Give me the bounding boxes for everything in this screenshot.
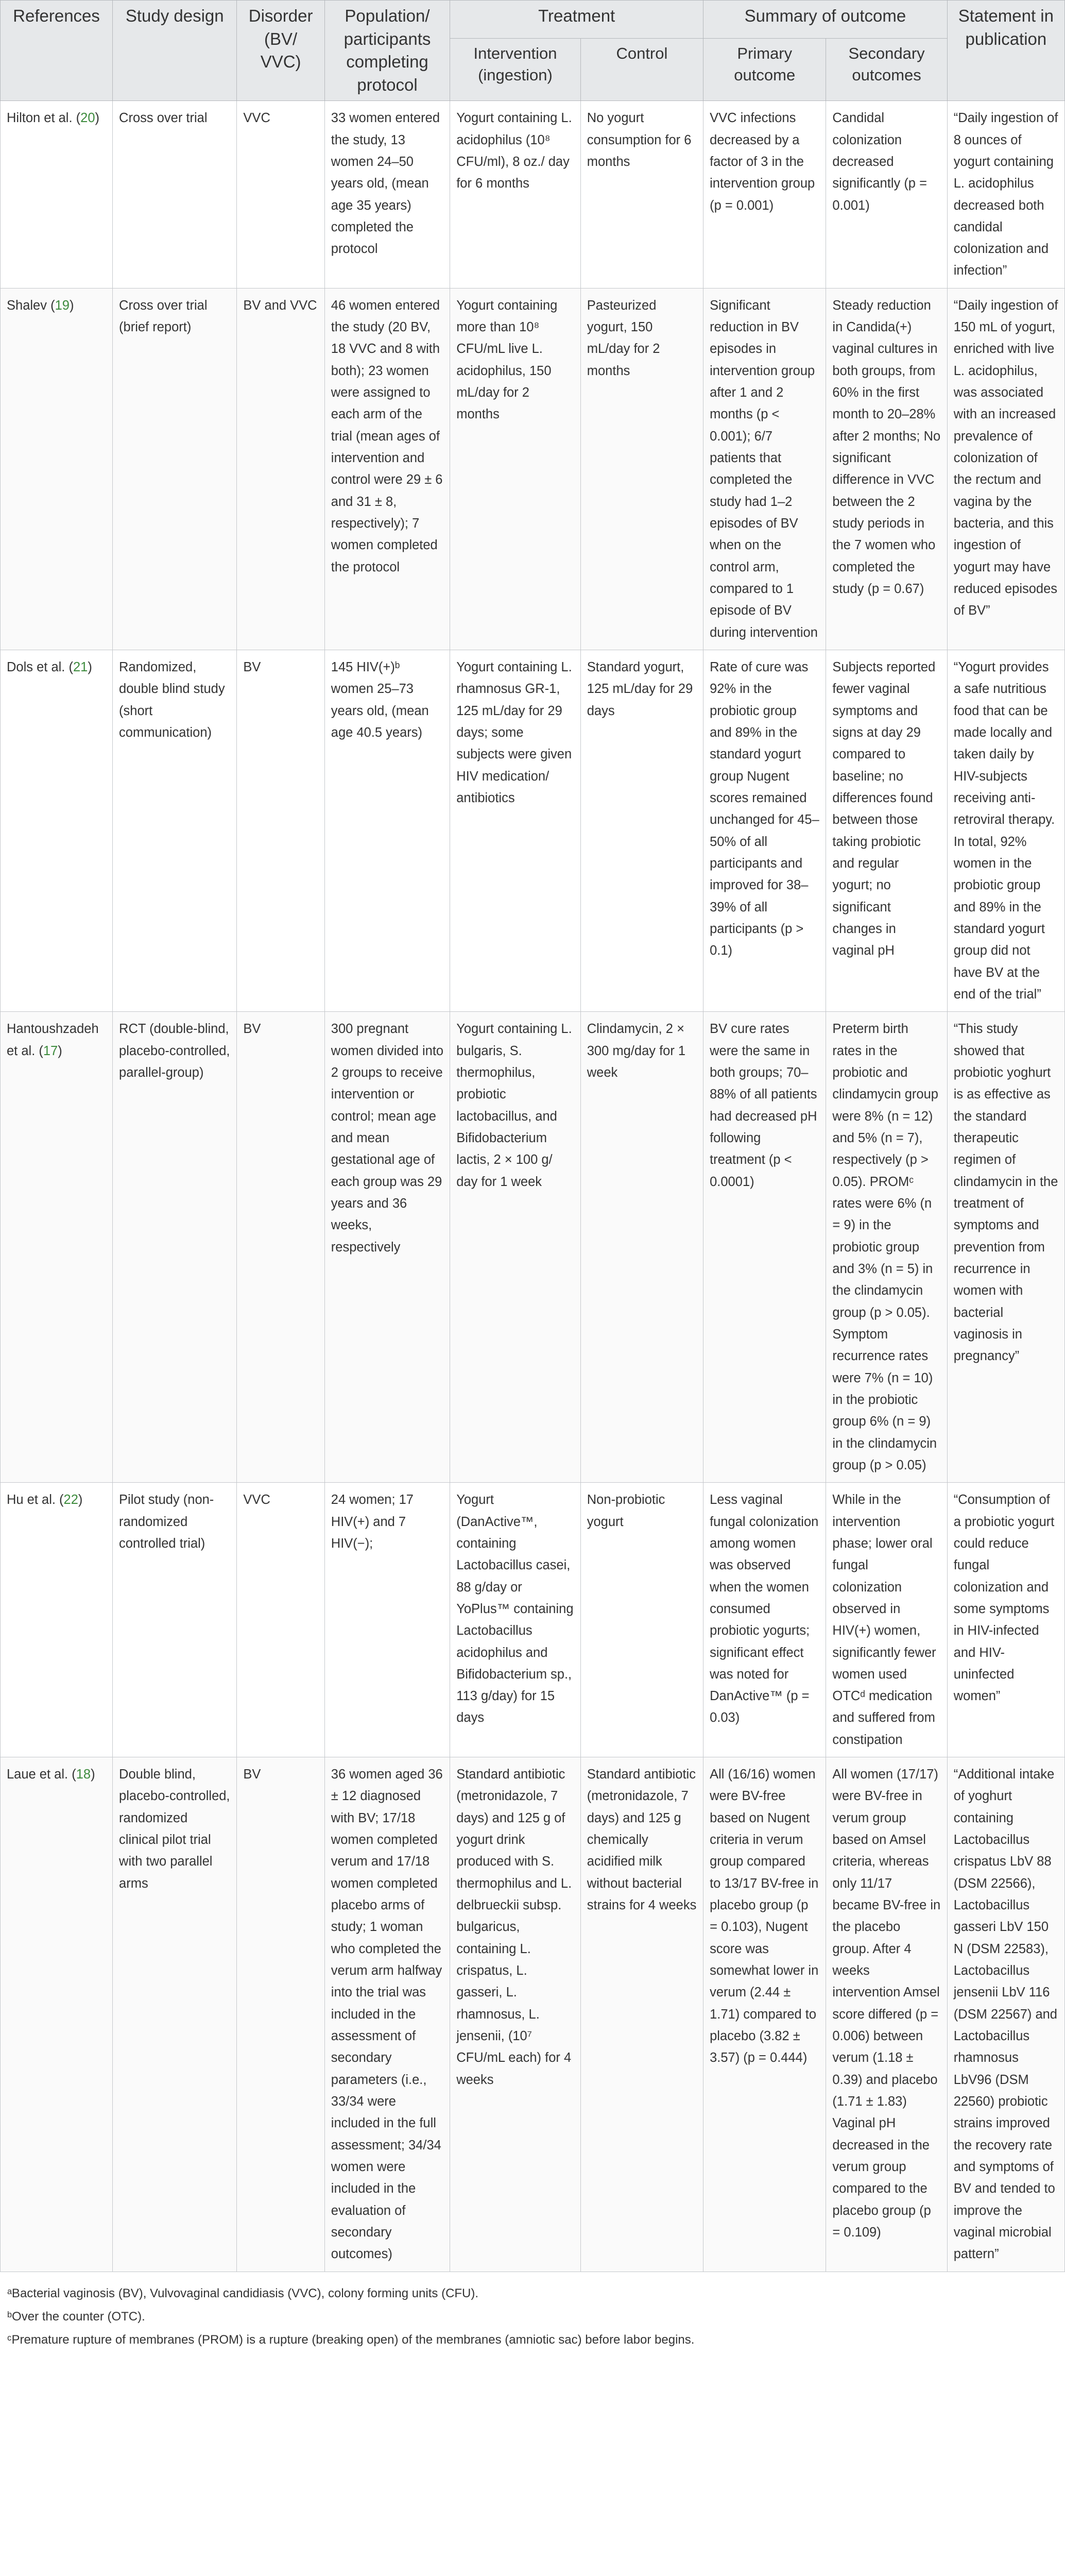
intervention-cell: Yogurt (DanActive™, containing Lactobacillus casei, 88 g/day or YoPlus™ containing Lactobacillus acidophilus and Bifidobacterium sp., 113 g/day) for 15 days (450, 1483, 581, 1757)
reference-link[interactable]: 21 (73, 660, 88, 675)
primary-outcome-cell: All (16/16) women were BV-free based on Nugent criteria in verum group compared to 13/17 BV-free in placebo group (p = 0.103), Nugent score was somewhat lower in verum (2.44 ± 1.71) compared to placebo (3.82 ± 3.57) (p = 0.444) (703, 1757, 826, 2272)
statement-cell: “Daily ingestion of 8 ounces of yogurt containing L. acidophilus decreased both candidal colonization and infection” (947, 101, 1064, 289)
reference-link[interactable]: 17 (43, 1043, 58, 1058)
control-cell: Pasteurized yogurt, 150 mL/day for 2 months (580, 288, 703, 650)
population-cell: 145 HIV(+)ᵇ women 25–73 years old, (mean age 40.5 years) (324, 650, 450, 1012)
disorder-cell: BV (237, 1012, 324, 1483)
study-design-cell: Randomized, double blind study (short communication) (113, 650, 237, 1012)
population-cell: 33 women entered the study, 13 women 24–50 years old, (mean age 35 years) completed the protocol (324, 101, 450, 289)
reference-name: Hilton et al. (7, 111, 73, 126)
control-cell: No yogurt consumption for 6 months (580, 101, 703, 289)
table-row (1, 288, 1065, 650)
statement-cell: “Consumption of a probiotic yogurt could reduce fungal colonization and some symptoms in HIV-infected and HIV-uninfected women” (947, 1483, 1064, 1757)
table-body (1, 101, 1065, 2272)
reference-cell: Hilton et al. (20) (1, 101, 113, 289)
disorder-cell: VVC (237, 101, 324, 289)
secondary-outcomes-cell: Steady reduction in Candida(+) vaginal cultures in both groups, from 60% in the first month to 20–28% after 2 months; No significant difference in VVC between the 2 study periods in the 7 women who completed the study (p = 0.67) (826, 288, 947, 650)
study-design-cell: Double blind, placebo-controlled, randomized clinical pilot trial with two parallel arms (113, 1757, 237, 2272)
control-cell: Non-probiotic yogurt (580, 1483, 703, 1757)
statement-cell: “Yogurt provides a safe nutritious food that can be made locally and taken daily by HIV-subjects receiving anti-retroviral therapy. In total, 92% women in the probiotic group and 89% in the standard yogurt group did not have BV at the end of the trial” (947, 650, 1064, 1012)
reference-link[interactable]: 18 (76, 1767, 91, 1782)
secondary-outcomes-cell: Preterm birth rates in the probiotic and clindamycin group were 8% (n = 12) and 5% (n = 7), respectively (p > 0.05). PROMᶜ rates were 6% (n = 9) in the probiotic group and 3% (n = 5) in the clindamycin group (p > 0.05). Symptom recurrence rates were 7% (n = 10) in the probiotic group 6% (n = 9) in the clindamycin group (p > 0.05) (826, 1012, 947, 1483)
table-row (1, 650, 1065, 1012)
intervention-cell: Yogurt containing L. bulgaris, S. thermophilus, probiotic lactobacillus, and Bifidobacterium lactis, 2 × 100 g/ day for 1 week (450, 1012, 581, 1483)
secondary-outcomes-cell: Subjects reported fewer vaginal symptoms and signs at day 29 compared to baseline; no differences found between those taking probiotic and regular yogurt; no significant changes in vaginal pH (826, 650, 947, 1012)
table-row (1, 1757, 1065, 2272)
reference-name: Dols et al. (7, 660, 65, 675)
header-disorder: Disorder (BV/ VVC) (237, 1, 324, 101)
footnotes (0, 2272, 1065, 2363)
intervention-cell: Yogurt containing more than 10⁸ CFU/mL live L. acidophilus, 150 mL/day for 2 months (450, 288, 581, 650)
reference-name: Hu et al. (7, 1493, 56, 1507)
header-summary: Summary of outcome (703, 1, 948, 39)
primary-outcome-cell: Less vaginal fungal colonization among women was observed when the women consumed probiotic yogurts; significant effect was noted for DanActive™ (p = 0.03) (703, 1483, 826, 1757)
header-population: Population/ participants completing protocol (324, 1, 450, 101)
header-references: References (1, 1, 113, 101)
reference-name: Laue et al. (7, 1767, 68, 1782)
population-cell: 36 women aged 36 ± 12 diagnosed with BV; 17/18 women completed verum and 17/18 women completed placebo arms of study; 1 woman who completed the verum arm halfway into the trial was included in the assessment of secondary parameters (i.e., 33/34 were included in the full assessment; 34/34 women were included in the evaluation of secondary outcomes) (324, 1757, 450, 2272)
disorder-cell: BV (237, 650, 324, 1012)
reference-link[interactable]: 20 (80, 111, 95, 126)
population-cell: 46 women entered the study (20 BV, 18 VVC and 8 with both); 23 women were assigned to each arm of the trial (mean ages of intervention and control were 29 ± 6 and 31 ± 8, respectively); 7 women completed the protocol (324, 288, 450, 650)
reference-name: Shalev (7, 298, 47, 313)
primary-outcome-cell: Rate of cure was 92% in the probiotic group and 89% in the standard yogurt group Nugent scores remained unchanged for 45–50% of all participants and improved for 38–39% of all participants (p > 0.1) (703, 650, 826, 1012)
study-design-cell: RCT (double-blind, placebo-controlled, parallel-group) (113, 1012, 237, 1483)
control-cell: Standard yogurt, 125 mL/day for 29 days (580, 650, 703, 1012)
reference-cell: Dols et al. (21) (1, 650, 113, 1012)
intervention-cell: Standard antibiotic (metronidazole, 7 days) and 125 g of yogurt drink produced with S. thermophilus and L. delbrueckii subsp. bulgaricus, containing L. crispatus, L. gasseri, L. rhamnosus, L. jensenii, (10⁷ CFU/mL each) for 4 weeks (450, 1757, 581, 2272)
secondary-outcomes-cell: All women (17/17) were BV-free in verum group based on Amsel criteria, whereas only 11/17 became BV-free in the placebo group. After 4 weeks intervention Amsel score differed (p = 0.006) between verum (1.18 ± 0.39) and placebo (1.71 ± 1.83) Vaginal pH decreased in the verum group compared to the placebo group (p = 0.109) (826, 1757, 947, 2272)
header-treatment: Treatment (450, 1, 703, 39)
control-cell: Standard antibiotic (metronidazole, 7 days) and 125 g chemically acidified milk without bacterial strains for 4 weeks (580, 1757, 703, 2272)
population-cell: 24 women; 17 HIV(+) and 7 HIV(−); (324, 1483, 450, 1757)
disorder-cell: VVC (237, 1483, 324, 1757)
header-primary-outcome: Primary outcome (703, 39, 826, 101)
footnote: ᵇOver the counter (OTC). (7, 2309, 145, 2324)
header-secondary-outcomes: Secondary outcomes (826, 39, 947, 101)
study-design-cell: Cross over trial (brief report) (113, 288, 237, 650)
secondary-outcomes-cell: While in the intervention phase; lower oral fungal colonization observed in HIV(+) women, significantly fewer women used OTCᵈ medication and suffered from constipation (826, 1483, 947, 1757)
reference-link[interactable]: 19 (55, 298, 70, 313)
primary-outcome-cell: Significant reduction in BV episodes in intervention group after 1 and 2 months (p < 0.001); 6/7 patients that completed the study had 1–2 episodes of BV when on the control arm, compared to 1 episode of BV during intervention (703, 288, 826, 650)
reference-cell: Laue et al. (18) (1, 1757, 113, 2272)
header-control: Control (580, 39, 703, 101)
reference-cell: Hantoushzadeh et al. (17) (1, 1012, 113, 1483)
intervention-cell: Yogurt containing L. acidophilus (10⁸ CFU/ml), 8 oz./ day for 6 months (450, 101, 581, 289)
primary-outcome-cell: BV cure rates were the same in both groups; 70–88% of all patients had decreased pH following treatment (p < 0.0001) (703, 1012, 826, 1483)
disorder-cell: BV and VVC (237, 288, 324, 650)
table-row (1, 1012, 1065, 1483)
secondary-outcomes-cell: Candidal colonization decreased significantly (p = 0.001) (826, 101, 947, 289)
population-cell: 300 pregnant women divided into 2 groups to receive intervention or control; mean age and mean gestational age of each group was 29 years and 36 weeks, respectively (324, 1012, 450, 1483)
intervention-cell: Yogurt containing L. rhamnosus GR-1, 125 mL/day for 29 days; some subjects were given HIV medication/ antibiotics (450, 650, 581, 1012)
study-design-cell: Pilot study (non-randomized controlled trial) (113, 1483, 237, 1757)
statement-cell: “This study showed that probiotic yoghurt is as effective as the standard therapeutic regimen of clindamycin in the treatment of symptoms and prevention from recurrence in women with bacterial vaginosis in pregnancy” (947, 1012, 1064, 1483)
reference-cell: Shalev (19) (1, 288, 113, 650)
statement-cell: “Daily ingestion of 150 mL of yogurt, enriched with live L. acidophilus, was associated with an increased prevalence of colonization of the rectum and vagina by the bacteria, and this ingestion of yogurt may have reduced episodes of BV” (947, 288, 1064, 650)
statement-cell: “Additional intake of yoghurt containing Lactobacillus crispatus LbV 88 (DSM 22566), Lactobacillus gasseri LbV 150 N (DSM 22583), Lactobacillus jensenii LbV 116 (DSM 22567) and Lactobacillus rhamnosus LbV96 (DSM 22560) probiotic strains improved the recovery rate and symptoms of BV and tended to improve the vaginal microbial pattern” (947, 1757, 1064, 2272)
footnote: ᵃBacterial vaginosis (BV), Vulvovaginal candidiasis (VVC), colony forming units (CFU). (7, 2286, 479, 2300)
table-row (1, 101, 1065, 289)
reference-name: Hantoushzadeh et al. (7, 1022, 99, 1058)
header-statement: Statement in publication (947, 1, 1064, 101)
table-header (1, 1, 1065, 101)
primary-outcome-cell: VVC infections decreased by a factor of 3 in the intervention group (p = 0.001) (703, 101, 826, 289)
study-design-cell: Cross over trial (113, 101, 237, 289)
header-study-design: Study design (113, 1, 237, 101)
reference-link[interactable]: 22 (63, 1493, 78, 1507)
reference-cell: Hu et al. (22) (1, 1483, 113, 1757)
disorder-cell: BV (237, 1757, 324, 2272)
footnote: ᶜPremature rupture of membranes (PROM) is a rupture (breaking open) of the membranes (amniotic sac) before labor begins. (7, 2333, 695, 2347)
header-intervention: Intervention (ingestion) (450, 39, 581, 101)
control-cell: Clindamycin, 2 × 300 mg/day for 1 week (580, 1012, 703, 1483)
table-row (1, 1483, 1065, 1757)
